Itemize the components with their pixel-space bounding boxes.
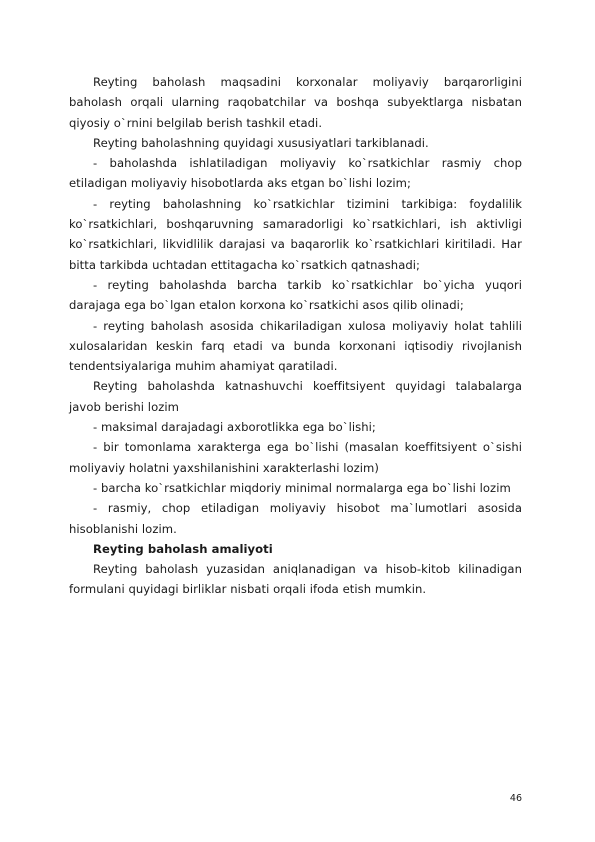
paragraph: Reyting baholashda katnashuvchi koeffitsiyent quyidagi talabalarga javob berishi lozim <box>69 379 522 414</box>
list-item: - reyting baholashning ko`rsatkichlar tizimini tarkibiga: foydalilik ko`rsatkichlari, boshqaruvning samaradorligi ko`rsatkichlari, ish aktivligi ko`rsatkichlari, likvidlilik darajasi va baqarorlik ko`rsatkichlari kiritiladi. Har bitta tarkibda uchtadan ettitagacha ko`rsatkich qatnashadi; <box>69 196 522 272</box>
list-item: - reyting baholash asosida chikariladigan xulosa moliyaviy holat tahlili xulosalaridan keskin farq etadi va bunda korxonani iqtisodiy rivojlanish tendentsiyalariga muhim ahamiyat qaratiladi. <box>69 318 522 374</box>
list-item: - baholashda ishlatiladigan moliyaviy ko`rsatkichlar rasmiy chop etiladigan moliyaviy hisobotlarda aks etgan bo`lishi lozim; <box>69 156 522 191</box>
list-item: - maksimal darajadagi axborotlikka ega bo`lishi; <box>93 420 376 435</box>
list-item: - barcha ko`rsatkichlar miqdoriy minimal normalarga ega bo`lishi lozim <box>93 480 511 495</box>
section-heading: Reyting baholash amaliyoti <box>93 541 273 556</box>
paragraph: Reyting baholash maqsadini korxonalar moliyaviy barqarorligini baholash orqali ularning raqobatchilar va boshqa subyektlarga nisbatan qiyosiy o`rnini belgilab berish tashkil etadi. <box>69 75 522 130</box>
paragraph: Reyting baholash yuzasidan aniqlanadigan va hisob-kitob kilinadigan formulani quyidagi birliklar nisbati orqali ifoda etish mumkin. <box>69 562 522 597</box>
paragraph: Reyting baholashning quyidagi xususiyatlari tarkiblanadi. <box>93 135 429 150</box>
list-item: - bir tomonlama xarakterga ega bo`lishi (masalan koeffitsiyent o`sishi moliyaviy holatni yaxshilanishini xarakterlashi lozim) <box>69 440 522 475</box>
body-text <box>69 72 522 600</box>
list-item: - rasmiy, chop etiladigan moliyaviy hisobot ma`lumotlari asosida hisoblanishi lozim. <box>69 501 522 536</box>
page-number: 46 <box>509 793 522 804</box>
list-item: - reyting baholashda barcha tarkib ko`rsatkichlar bo`yicha yuqori darajaga ega bo`lgan etalon korxona ko`rsatkichi asos qilib olinadi; <box>69 277 522 313</box>
